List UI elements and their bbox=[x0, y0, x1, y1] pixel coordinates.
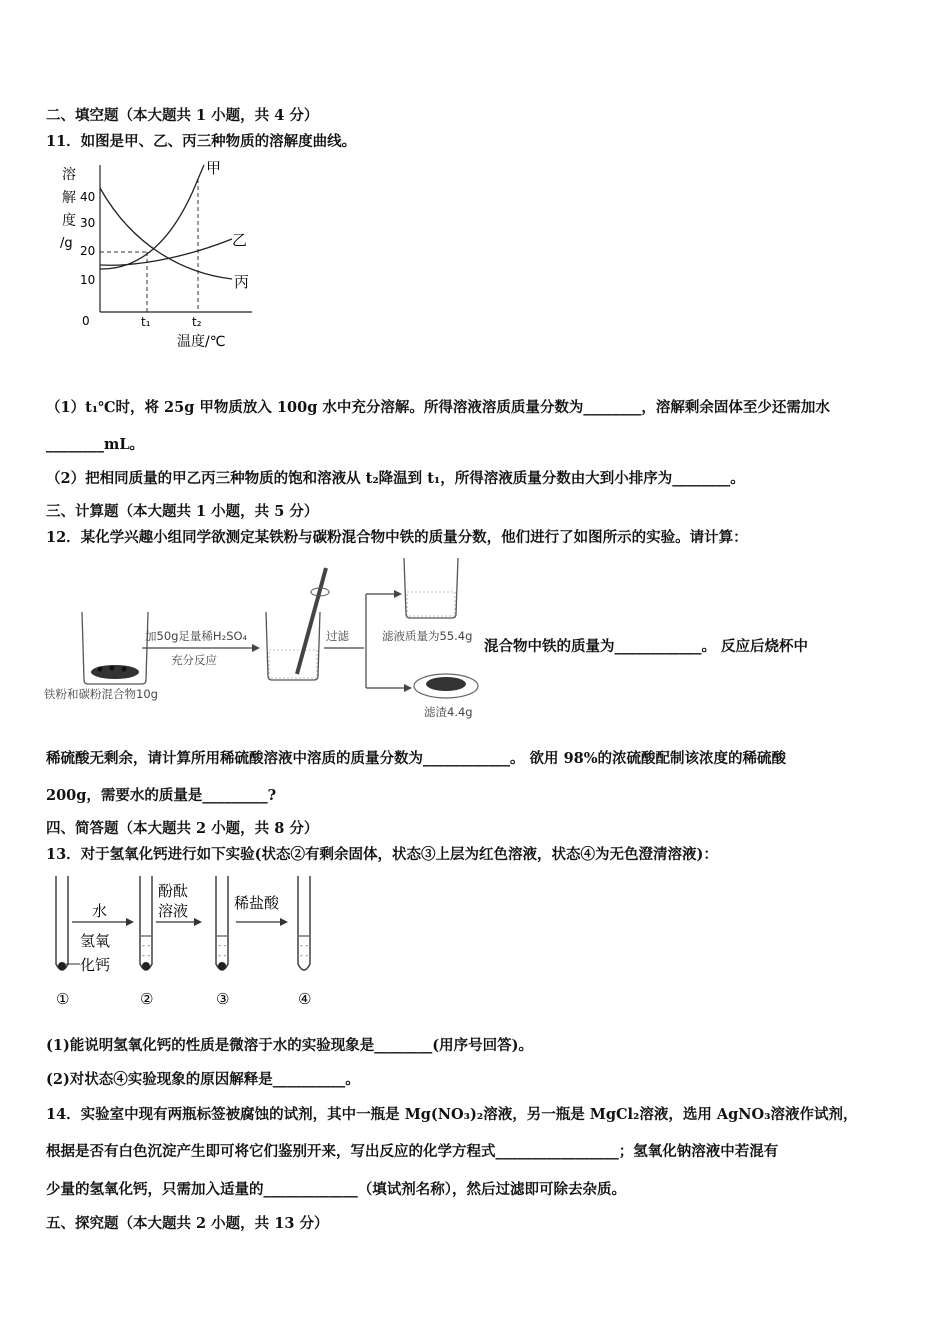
q14-line2: 根据是否有白色沉淀产生即可将它们鉴别开来，写出反应的化学方程式_________________；氢氧化钠溶液中若混有 bbox=[46, 1143, 779, 1160]
y-tick-30: 30 bbox=[80, 216, 96, 230]
phenol-label-2: 溶液 bbox=[158, 902, 189, 920]
q11-part1-line2: ________mL。 bbox=[46, 436, 145, 453]
y-label-4: /g bbox=[60, 236, 73, 251]
svg-text:- -: - - bbox=[300, 941, 309, 950]
svg-text:- -: - - bbox=[142, 951, 151, 960]
svg-text:- -: - - bbox=[218, 941, 227, 950]
x-axis-label: 温度/℃ bbox=[177, 334, 226, 350]
q11-part1-line1: （1）t₁℃时，将 25g 甲物质放入 100g 水中充分溶解。所得溶液溶质质量分数为________，溶解剩余固体至少还需加水 bbox=[46, 399, 830, 416]
y-label-2: 解 bbox=[62, 190, 76, 206]
q14-line1: 14．实验室中现有两瓶标签被腐蚀的试剂，其中一瓶是 Mg(NO₃)₂溶液，另一瓶是 MgCl₂溶液，选用 AgNO₃溶液作试剂， bbox=[46, 1106, 858, 1123]
arrow1-bottom-label: 充分反应 bbox=[171, 653, 217, 667]
q11-stem: 11．如图是甲、乙、丙三种物质的溶解度曲线。 bbox=[46, 133, 357, 150]
section-5-heading: 五、探究题（本大题共 2 小题，共 13 分） bbox=[46, 1215, 329, 1232]
q12-stem: 12．某化学兴趣小组同学欲测定某铁粉与碳粉混合物中铁的质量分数，他们进行了如图所示的实验。请计算： bbox=[46, 529, 748, 546]
label-bing: 丙 bbox=[234, 273, 250, 291]
y-tick-10: 10 bbox=[80, 273, 96, 287]
section-3-heading: 三、计算题（本大题共 1 小题，共 5 分） bbox=[46, 503, 319, 520]
curve-yi bbox=[100, 239, 232, 265]
x-tick-t2: t₂ bbox=[192, 315, 202, 329]
q12-line2: 稀硫酸无剩余，请计算所用稀硫酸溶液中溶质的质量分数为____________。 欲用 98%的浓硫酸配制该浓度的稀硫酸 bbox=[46, 750, 787, 767]
x-tick-t1: t₁ bbox=[141, 315, 151, 329]
state-label-4: ④ bbox=[298, 990, 312, 1008]
q14-line3: 少量的氢氧化钙，只需加入适量的_____________（填试剂名称），然后过滤即可除去杂质。 bbox=[46, 1181, 626, 1198]
q11-part2: （2）把相同质量的甲乙丙三种物质的饱和溶液从 t₂降温到 t₁，所得溶液质量分数由大到小排序为________。 bbox=[46, 470, 745, 487]
residue-label: 滤渣4.4g bbox=[424, 705, 473, 719]
q12-line3: 200g，需要水的质量是_________? bbox=[46, 787, 277, 804]
section-4-heading: 四、简答题（本大题共 2 小题，共 8 分） bbox=[46, 820, 319, 837]
iron-carbon-experiment-figure bbox=[44, 556, 489, 726]
reagent-label-2: 化钙 bbox=[80, 956, 111, 974]
calcium-hydroxide-test-tube-figure bbox=[44, 872, 344, 1012]
q13-part1: (1)能说明氢氧化钙的性质是微溶于水的实验现象是________(用序号回答)。 bbox=[46, 1037, 534, 1054]
state-label-2: ② bbox=[140, 990, 154, 1008]
section-2-heading: 二、填空题（本大题共 1 小题，共 4 分） bbox=[46, 107, 319, 124]
q13-stem: 13．对于氢氧化钙进行如下实验(状态②有剩余固体，状态③上层为红色溶液，状态④为无色澄清溶液)： bbox=[46, 846, 718, 863]
state-label-3: ③ bbox=[216, 990, 230, 1008]
filtrate-label: 滤液质量为55.4g bbox=[382, 629, 473, 643]
origin-label: 0 bbox=[82, 314, 90, 328]
y-tick-20: 20 bbox=[80, 244, 96, 258]
label-jia: 甲 bbox=[206, 159, 222, 177]
arrow1-top-label: 加50g足量稀H₂SO₄ bbox=[145, 629, 248, 643]
state-label-1: ① bbox=[56, 990, 70, 1008]
svg-text:- -: - - bbox=[142, 941, 151, 950]
y-label-3: 度 bbox=[62, 213, 76, 229]
solubility-curve-figure bbox=[52, 155, 262, 355]
svg-text:- -: - - bbox=[218, 951, 227, 960]
filter-label: 过滤 bbox=[326, 629, 349, 643]
phenol-label-1: 酚酞 bbox=[158, 882, 189, 900]
y-label-1: 溶 bbox=[62, 167, 76, 183]
svg-text:- -: - - bbox=[300, 951, 309, 960]
beaker1-label: 铁粉和碳粉混合物10g bbox=[44, 687, 158, 701]
acid-label: 稀盐酸 bbox=[234, 894, 280, 912]
label-yi: 乙 bbox=[232, 231, 248, 249]
water-label: 水 bbox=[92, 902, 108, 920]
q13-part2: (2)对状态④实验现象的原因解释是__________。 bbox=[46, 1071, 360, 1088]
reagent-label-1: 氢氧 bbox=[80, 932, 111, 950]
q12-side-text: 混合物中铁的质量为____________。 反应后烧杯中 bbox=[484, 638, 809, 655]
y-tick-40: 40 bbox=[80, 190, 96, 204]
